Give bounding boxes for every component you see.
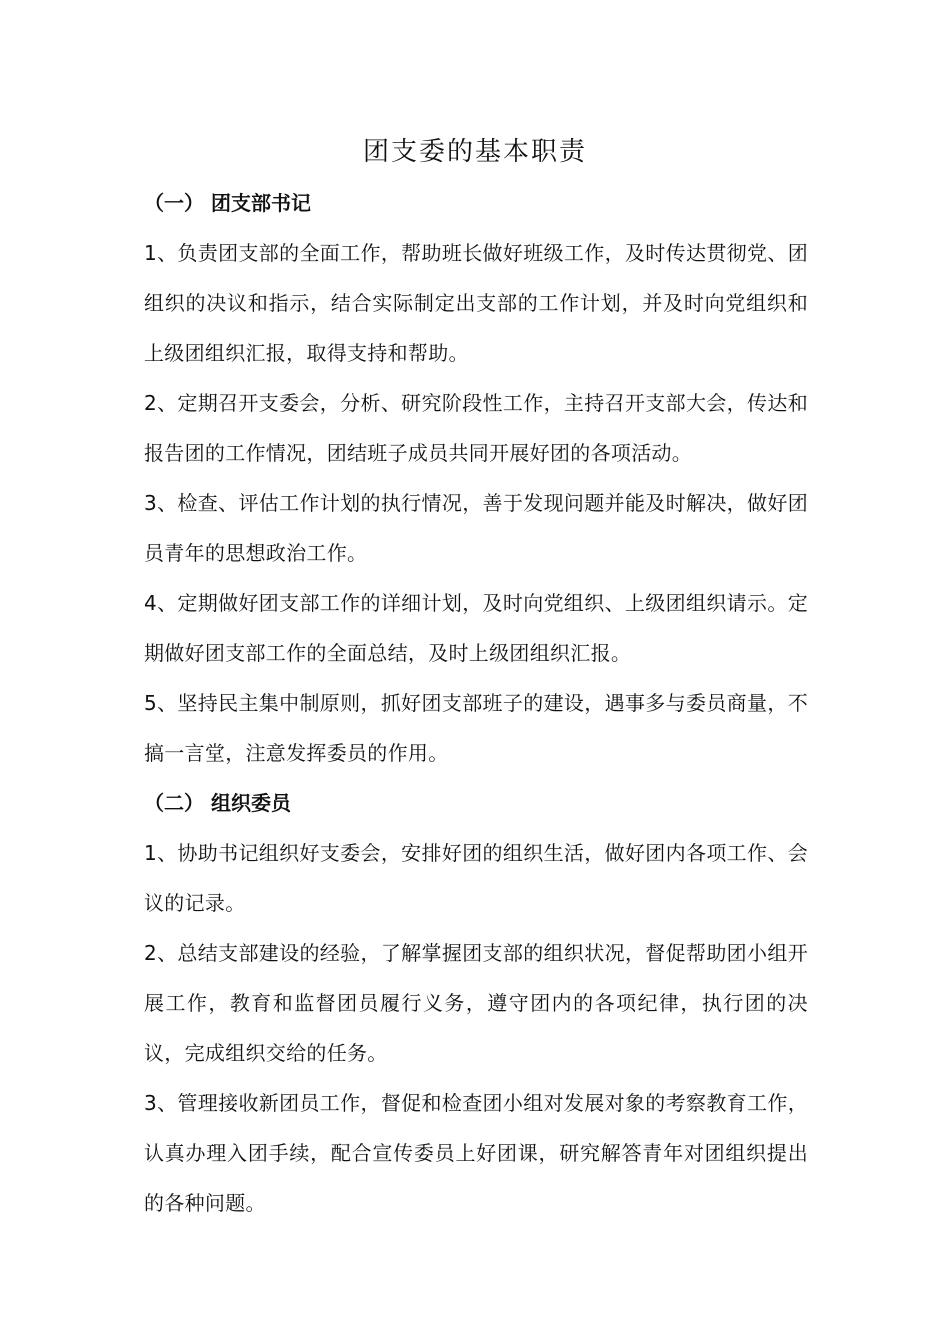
duty-item: 3、管理接收新团员工作，督促和检查团小组对发展对象的考察教育工作，认真办理入团手续，配合宣传委员上好团课，研究解答青年对团组织提出的各种问题。 xyxy=(144,1091,808,1215)
duty-item: 4、定期做好团支部工作的详细计划，及时向党组织、上级团组织请示。定期做好团支部工作的全面总结，及时上级团组织汇报。 xyxy=(144,591,808,665)
document-title: 团支委的基本职责 xyxy=(362,137,587,167)
duty-item: 1、负责团支部的全面工作，帮助班长做好班级工作，及时传达贯彻党、团组织的决议和指示，结合实际制定出支部的工作计划，并及时向党组织和上级团组织汇报，取得支持和帮助。 xyxy=(144,241,808,365)
duty-item: 2、总结支部建设的经验，了解掌握团支部的组织状况，督促帮助团小组开展工作，教育和监督团员履行义务，遵守团内的各项纪律，执行团的决议，完成组织交给的任务。 xyxy=(144,941,808,1065)
section-heading: （二） 组织委员 xyxy=(144,791,291,815)
duty-item: 2、定期召开支委会，分析、研究阶段性工作，主持召开支部大会，传达和报告团的工作情况，团结班子成员共同开展好团的各项活动。 xyxy=(144,391,808,465)
section-heading: （一） 团支部书记 xyxy=(144,191,311,215)
document-body xyxy=(144,178,808,1228)
duty-item: 3、检查、评估工作计划的执行情况，善于发现问题并能及时解决，做好团员青年的思想政治工作。 xyxy=(144,491,808,565)
duty-item: 1、协助书记组织好支委会，安排好团的组织生活，做好团内各项工作、会议的记录。 xyxy=(144,841,808,915)
section-secretary xyxy=(144,178,808,778)
section-organization-committee xyxy=(144,778,808,1228)
duty-item: 5、坚持民主集中制原则，抓好团支部班子的建设，遇事多与委员商量，不搞一言堂，注意发挥委员的作用。 xyxy=(144,691,808,765)
